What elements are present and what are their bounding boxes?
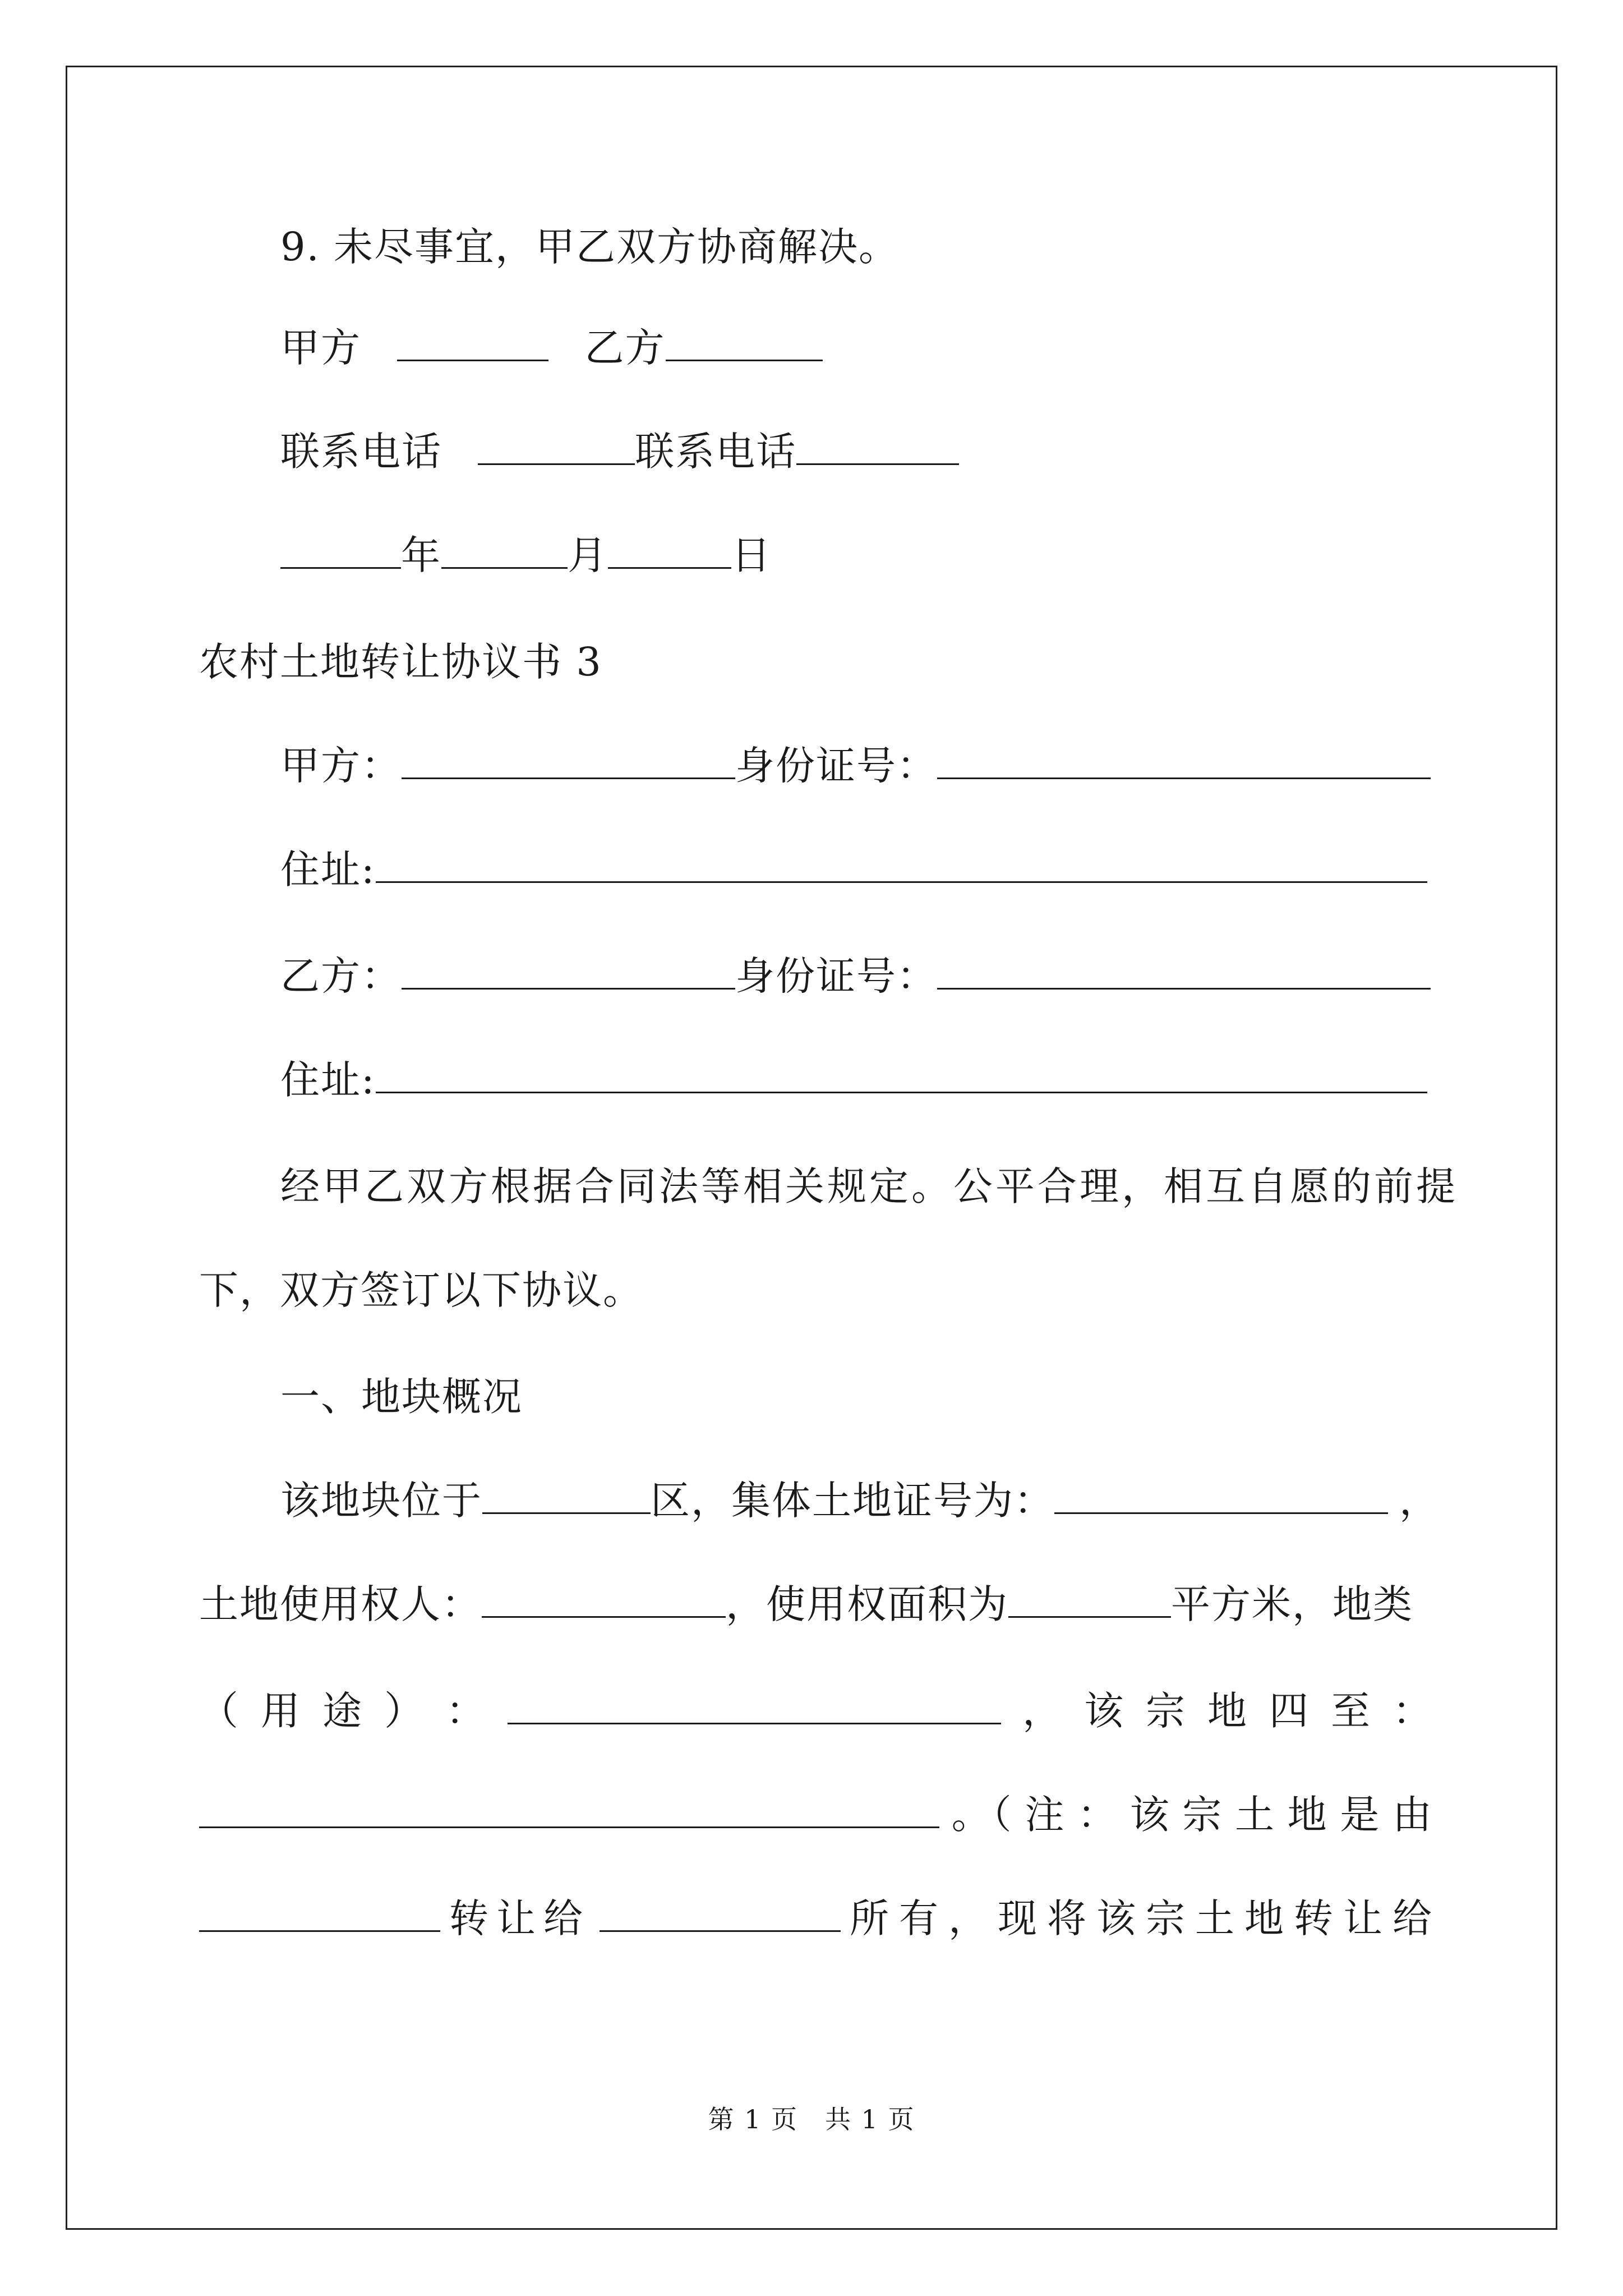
signature-parties	[280, 325, 823, 370]
land-holder-label: 土地使用权人：	[199, 1581, 482, 1627]
preamble-text-1: 经甲乙双方根据合同法等相关规定。公平合理，相互自愿的前提	[280, 1163, 1458, 1209]
land-cert-comma: ，	[1399, 1478, 1440, 1524]
transfer-char: 所	[850, 1895, 890, 1941]
land-use-char: 宗	[1146, 1688, 1186, 1734]
party-b-label: 乙方	[584, 325, 666, 371]
land-use-char: 四	[1269, 1688, 1310, 1734]
land-location-line	[280, 1478, 1440, 1523]
phone-a-blank[interactable]	[478, 430, 635, 465]
land-holder-line	[199, 1582, 1413, 1627]
boundary-note-line	[199, 1792, 1433, 1837]
year-label: 年	[401, 532, 441, 578]
year-blank[interactable]	[280, 533, 401, 569]
note-char: 注	[1025, 1792, 1066, 1838]
transfer-char: 让	[1343, 1895, 1384, 1941]
note-char: 宗	[1182, 1792, 1223, 1838]
land-type-label: 平方米，地类	[1171, 1581, 1413, 1627]
land-cert-label: 区，集体土地证号为：	[651, 1478, 1054, 1524]
land-use-blank[interactable]	[508, 1689, 1001, 1724]
party-b-name-blank[interactable]	[402, 954, 735, 990]
transfer-char: 该	[1096, 1895, 1137, 1941]
land-use-char: ，	[1022, 1688, 1063, 1734]
transfer-to-label: 转让给	[449, 1895, 591, 1941]
transfer-char: 有	[899, 1895, 939, 1941]
party-b-blank[interactable]	[666, 326, 823, 361]
party-a-address-label: 住址:	[280, 846, 376, 892]
clause-9-text: 9. 未尽事宜，甲乙双方协商解决。	[280, 224, 900, 270]
month-blank[interactable]	[441, 533, 568, 569]
transfer-char: 现	[998, 1895, 1038, 1941]
note-char: 由	[1392, 1792, 1433, 1838]
party-b-address-blank[interactable]	[376, 1058, 1427, 1093]
transferee-blank[interactable]	[600, 1897, 841, 1932]
signature-phones	[280, 429, 959, 474]
land-use-char: 至	[1331, 1688, 1371, 1734]
party-a-blank[interactable]	[397, 326, 548, 361]
preamble-line-1	[280, 1164, 1458, 1209]
page-number: 第 1 页 共 1 页	[708, 2104, 915, 2134]
land-use-char: ：	[1393, 1688, 1433, 1734]
land-use-line	[199, 1688, 1433, 1733]
boundary-blank[interactable]	[199, 1793, 939, 1828]
party-a-info-label: 甲方：	[280, 743, 402, 789]
page-footer	[0, 2104, 1623, 2135]
transfer-char: 土	[1195, 1895, 1235, 1941]
transfer-char: 将	[1047, 1895, 1087, 1941]
party-b-id-label: 身份证号：	[735, 953, 937, 999]
transfer-char: 给	[1393, 1895, 1433, 1941]
land-use-char: ）	[384, 1688, 425, 1734]
land-use-char: 用	[261, 1688, 301, 1734]
party-b-info	[280, 954, 1431, 999]
note-char: 土	[1234, 1792, 1275, 1838]
agreement-title-text: 农村土地转让协议书 3	[199, 639, 602, 685]
party-a-label: 甲方	[280, 325, 361, 371]
phone-b-blank[interactable]	[796, 430, 959, 465]
district-blank[interactable]	[482, 1479, 651, 1514]
land-use-char: 该	[1084, 1688, 1124, 1734]
land-cert-blank[interactable]	[1054, 1479, 1388, 1514]
land-location-label: 该地块位于	[280, 1478, 482, 1524]
section-heading-1	[280, 1374, 523, 1419]
land-holder-blank[interactable]	[482, 1582, 726, 1618]
note-char: ：	[1077, 1792, 1118, 1838]
land-use-char: 途	[322, 1688, 363, 1734]
clause-9	[280, 224, 899, 269]
transferor-blank[interactable]	[199, 1897, 440, 1932]
party-b-address-label: 住址:	[280, 1057, 376, 1103]
land-use-char: ：	[446, 1688, 486, 1734]
party-a-address-blank[interactable]	[376, 848, 1427, 883]
month-label: 月	[568, 532, 608, 578]
preamble-text-2: 下，双方签订以下协议。	[199, 1267, 643, 1313]
note-char: 地	[1287, 1792, 1328, 1838]
day-label: 日	[731, 532, 772, 578]
transfer-char: 宗	[1146, 1895, 1186, 1941]
transfer-char: 转	[1294, 1895, 1334, 1941]
party-a-name-blank[interactable]	[402, 744, 735, 779]
phone-b-label: 联系电话	[635, 429, 797, 475]
preamble-line-2	[199, 1268, 643, 1313]
transfer-line	[199, 1896, 1433, 1941]
note-char: 该	[1129, 1792, 1170, 1838]
transfer-char: 地	[1244, 1895, 1285, 1941]
party-a-id-label: 身份证号：	[735, 743, 937, 789]
land-area-blank[interactable]	[1008, 1582, 1171, 1618]
land-use-char: 地	[1207, 1688, 1248, 1734]
note-char: 。（	[951, 1792, 1013, 1838]
note-char: 是	[1340, 1792, 1381, 1838]
party-a-id-blank[interactable]	[937, 744, 1431, 779]
party-b-info-label: 乙方：	[280, 953, 402, 999]
land-use-char: （	[199, 1688, 239, 1734]
day-blank[interactable]	[608, 533, 731, 569]
section-heading-1-text: 一、地块概况	[280, 1374, 523, 1420]
party-b-id-blank[interactable]	[937, 954, 1431, 990]
party-a-info	[280, 743, 1431, 788]
signature-date	[280, 533, 772, 578]
phone-a-label: 联系电话	[280, 429, 442, 475]
party-a-address	[280, 847, 1427, 892]
transfer-char: ，	[948, 1895, 989, 1941]
agreement-title	[199, 639, 602, 684]
party-b-address	[280, 1057, 1427, 1102]
land-area-label: ，使用权面积为	[726, 1581, 1008, 1627]
